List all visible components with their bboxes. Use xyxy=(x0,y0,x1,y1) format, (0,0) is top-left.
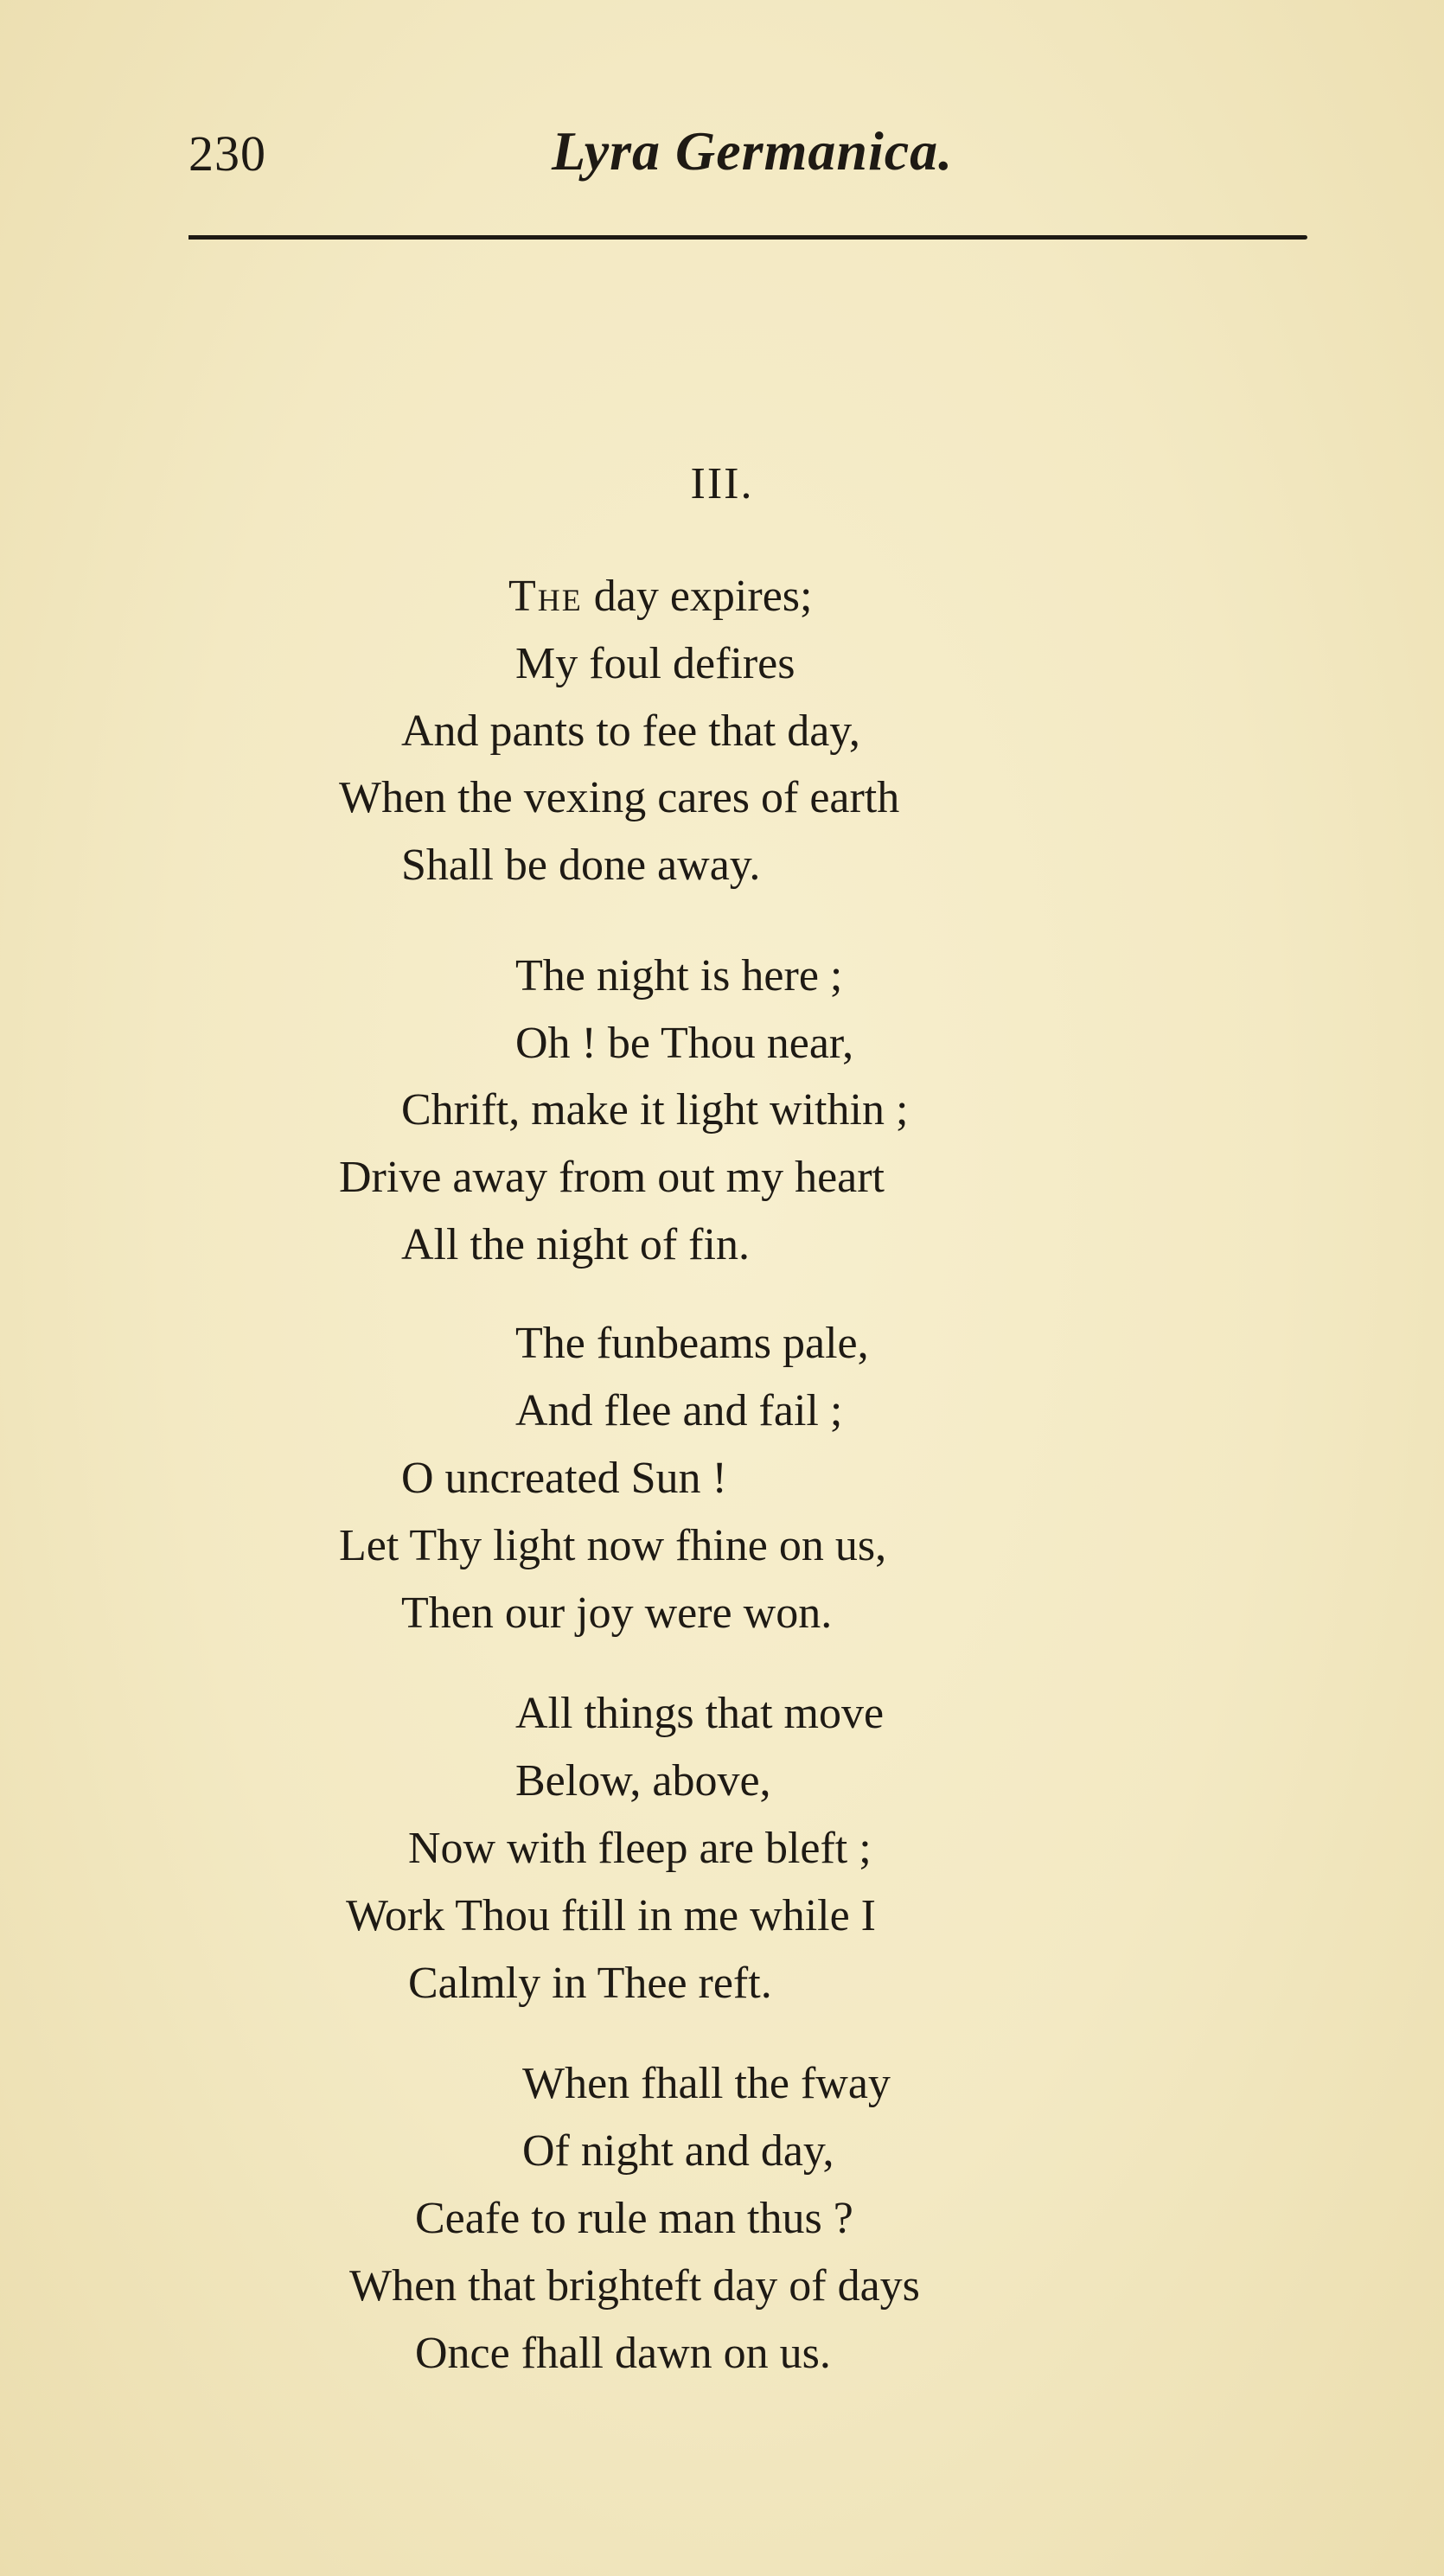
poem-line: Below, above, xyxy=(515,1756,771,1806)
poem-line: When fhall the fway xyxy=(522,2059,891,2108)
poem-line: When that brighteft day of days xyxy=(349,2261,920,2311)
poem-line: Once fhall dawn on us. xyxy=(415,2329,831,2378)
header-rule xyxy=(188,235,1307,240)
opening-word: The xyxy=(508,572,583,621)
poem-line: Work Thou ftill in me while I xyxy=(346,1891,876,1940)
poem-line: All the night of fin. xyxy=(401,1220,750,1269)
section-number: III. xyxy=(690,459,754,508)
poem-line: And pants to fee that day, xyxy=(401,706,860,756)
poem-line: Oh ! be Thou near, xyxy=(515,1019,854,1068)
poem-line: Then our joy were won. xyxy=(401,1588,833,1638)
poem-line: The funbeams pale, xyxy=(515,1319,869,1368)
poem-line: O uncreated Sun ! xyxy=(401,1454,727,1503)
poem-line: And flee and fail ; xyxy=(515,1386,843,1435)
poem-line: When the vexing cares of earth xyxy=(339,773,900,822)
poem-line: Shall be done away. xyxy=(401,841,761,890)
running-head xyxy=(0,112,1444,190)
poem-line: The day expires; xyxy=(508,572,813,621)
poem-line: My foul defires xyxy=(515,639,795,688)
book-title: Lyra Germanica. xyxy=(552,120,954,182)
poem-line: Let Thy light now fhine on us, xyxy=(339,1521,887,1570)
page-number: 230 xyxy=(188,125,266,182)
poem-line: Of night and day, xyxy=(522,2126,834,2176)
poem-line: Chrift, make it light within ; xyxy=(401,1085,909,1135)
poem-line: Now with fleep are bleft ; xyxy=(408,1824,872,1873)
poem-line: Ceafe to rule man thus ? xyxy=(415,2194,853,2243)
poem-line: The night is here ; xyxy=(515,951,843,1000)
poem-line: Drive away from out my heart xyxy=(339,1153,885,1202)
poem-line: All things that move xyxy=(515,1689,885,1738)
poem-line: Calmly in Thee reft. xyxy=(408,1959,772,2008)
